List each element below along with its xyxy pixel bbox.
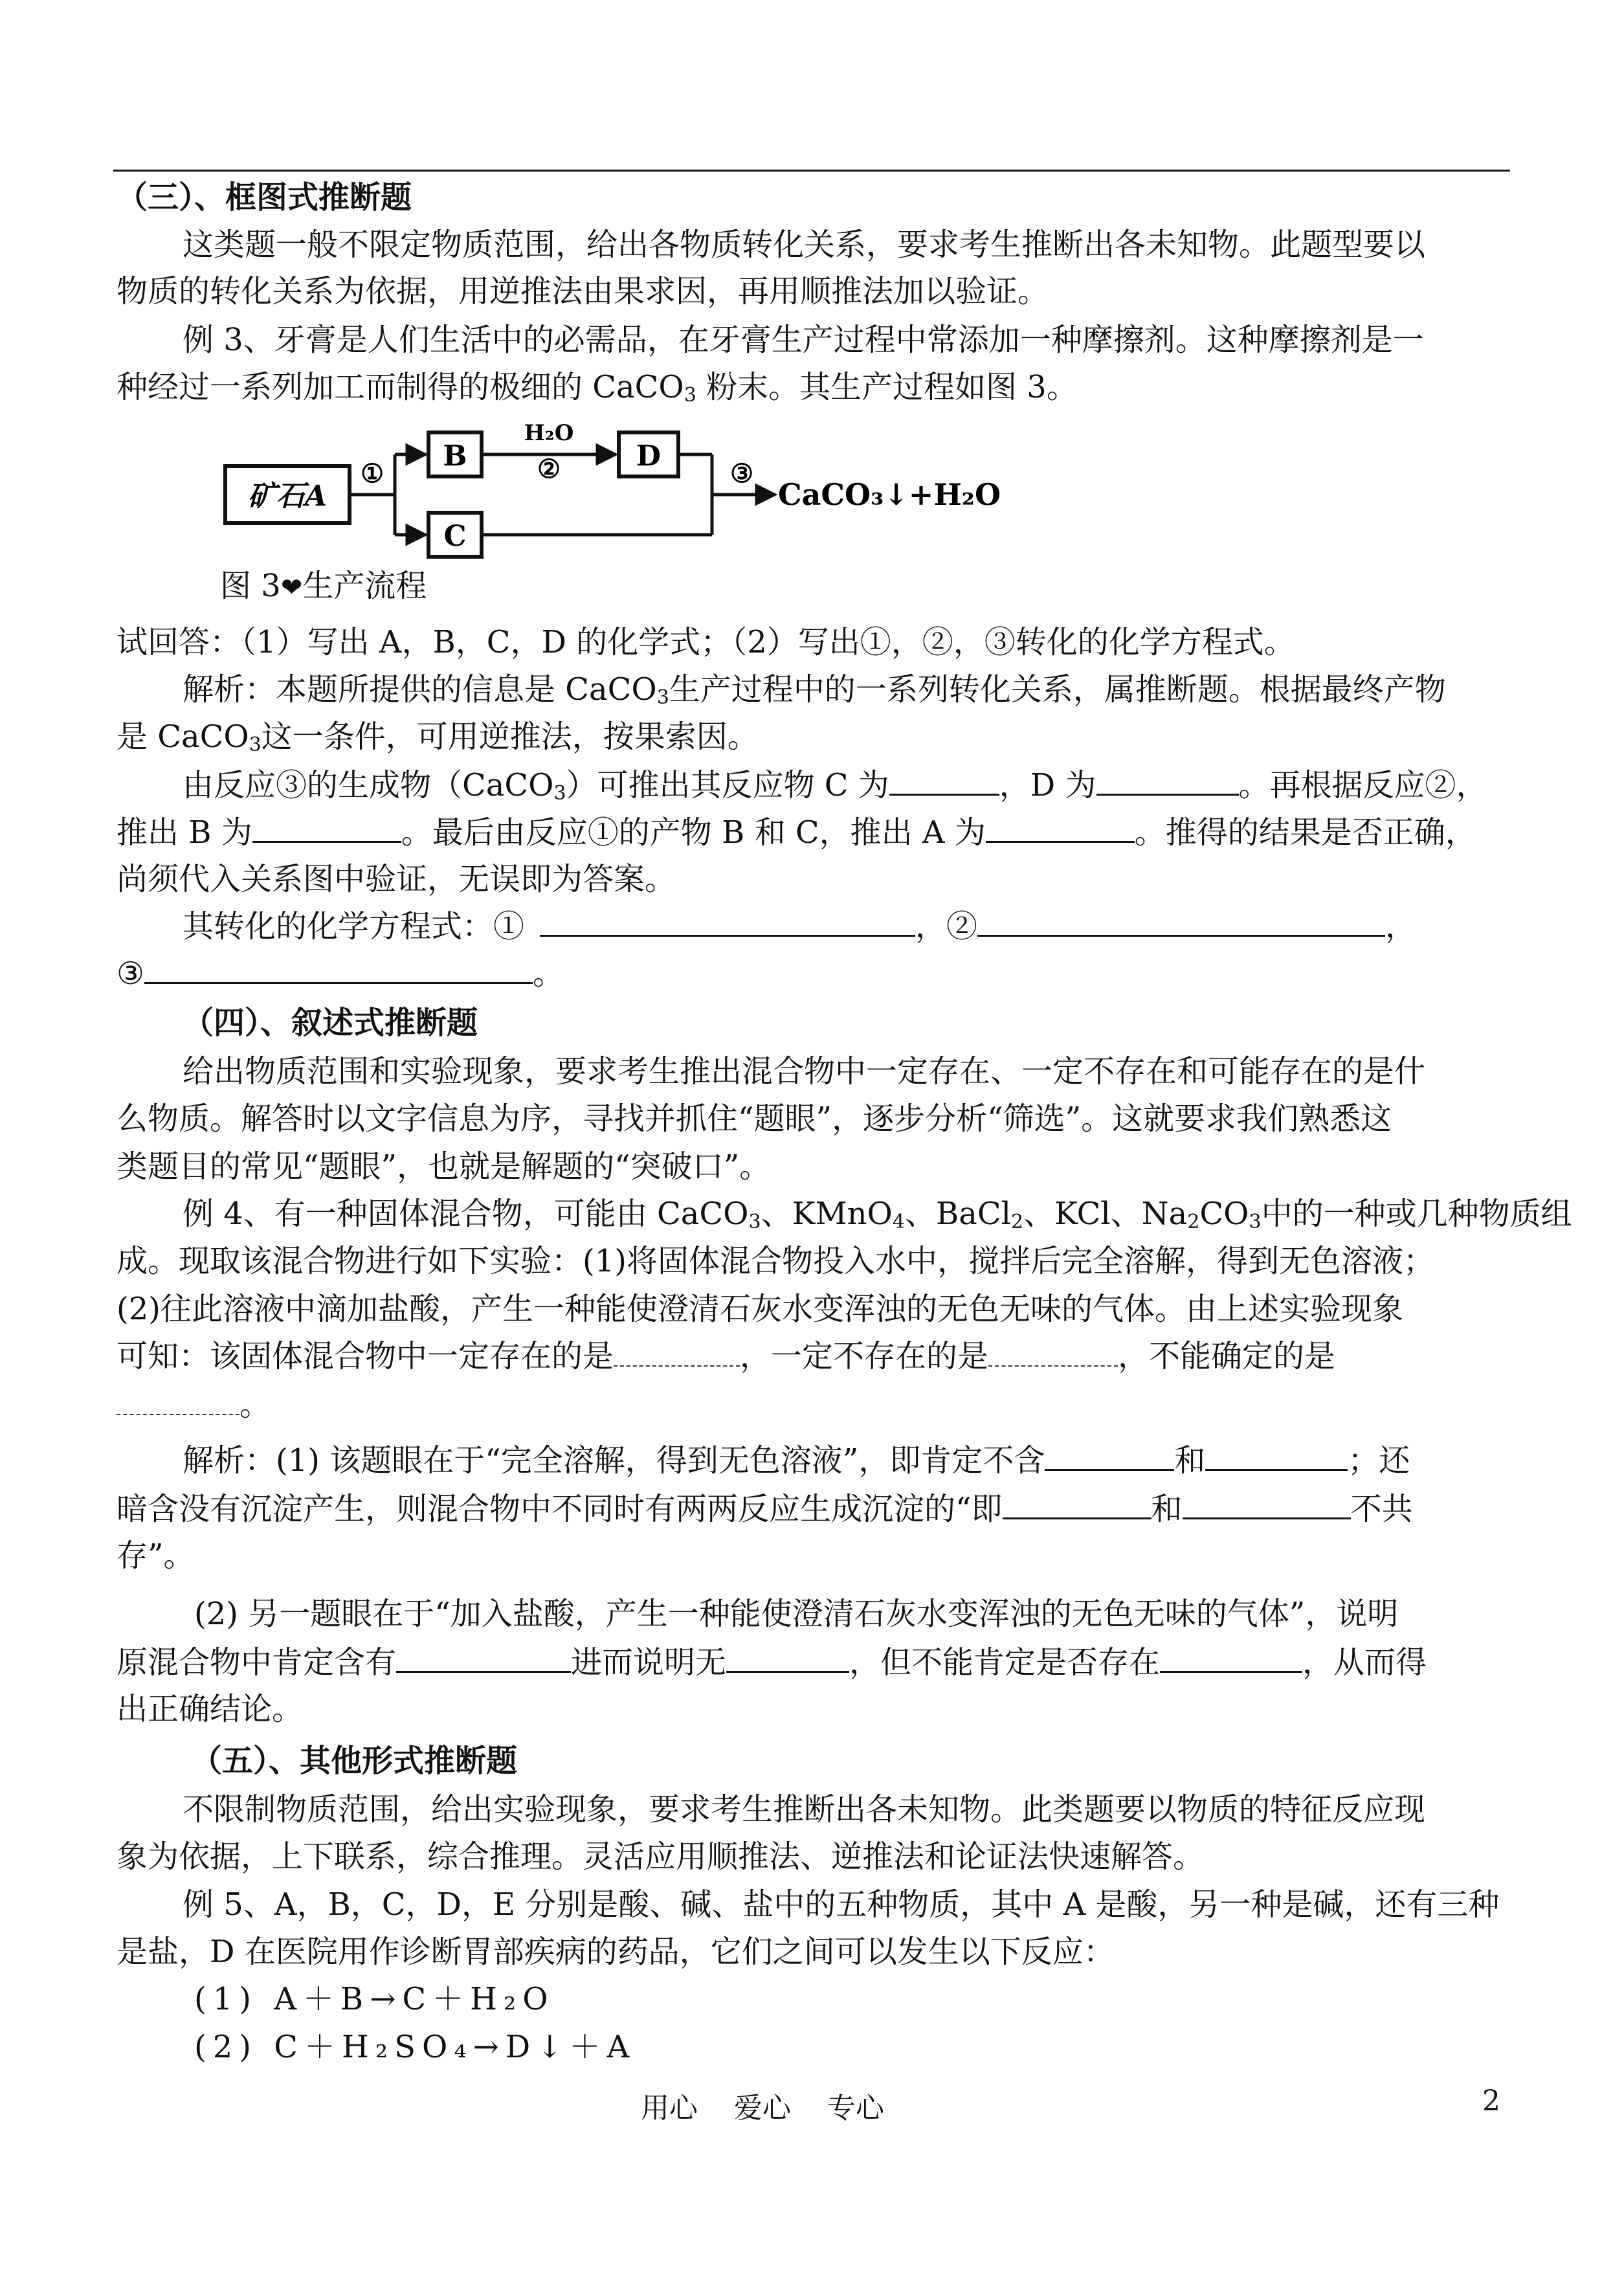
example-5-line-2: 是盐，D 在医院用作诊断胃部疾病的药品，它们之间可以发生以下反应： <box>117 1934 1115 1970</box>
example-4-line-1: 例 4、有一种固体混合物，可能由 CaCO$_3$、KMnO$_4$、BaCl$_2$、KCl、$Na_2CO_3$中的一种或几种物质组 <box>183 1196 1572 1233</box>
answer-blank-uncertain[interactable] <box>117 1385 239 1415</box>
analysis-4-line-5: 原混合物中肯定含有 进而说明无 ，但不能肯定是否存在 ，从而得 <box>117 1642 1515 1682</box>
d-box <box>619 432 678 476</box>
example-4-line-2: 成。现取该混合物进行如下实验：(1)将固体混合物投入水中，搅拌后完全溶解，得到无色溶液； <box>117 1243 1434 1279</box>
analysis-line-4: 推出 B 为 。最后由反应①的产物 B 和 C，推出 A 为 。推得的结果是否正确， <box>117 812 1515 852</box>
answer-blank-absent[interactable] <box>988 1337 1118 1367</box>
example-3-line-1: 例 3、牙膏是人们生活中的必需品，在牙膏生产过程中常添加一种摩擦剂。这种摩擦剂是一 <box>183 322 1424 358</box>
section-5-title: （五）、其他形式推断题 <box>191 1743 518 1779</box>
heart-icon: ❤ <box>280 573 303 603</box>
example-3-line-2: 种经过一系列加工而制得的极细的 CaCO$_3$ 粉末。其生产过程如图 3。 <box>117 369 1078 407</box>
step-2-label: ② <box>537 454 561 484</box>
question-line: 试回答：（1）写出 A，B，C，D 的化学式；（2）写出①，②，③转化的化学方程式。 <box>117 624 1295 660</box>
ore-a-box <box>225 466 350 523</box>
answer-blank-b[interactable] <box>252 812 401 843</box>
water-label: H₂O <box>524 420 574 446</box>
answer-blank-not-coexist-1[interactable] <box>1003 1489 1151 1519</box>
analysis-4-line-3: 存”。 <box>117 1538 195 1574</box>
c-box <box>428 513 482 557</box>
step-1-label: ① <box>361 458 384 489</box>
reaction-1: (1) A＋B→C＋H₂O <box>194 1981 555 2017</box>
svg-text:D: D <box>636 440 662 473</box>
example-4-line-5: 。 <box>117 1385 1515 1424</box>
production-flow-diagram <box>220 414 1049 566</box>
analysis-4-line-1: 解析：(1) 该题眼在于“完全溶解，得到无色溶液”，即肯定不含 和 ；还 <box>183 1440 1581 1480</box>
answer-blank-contains[interactable] <box>396 1642 571 1673</box>
section-3-paragraph-line-2: 物质的转化关系为依据，用逆推法由果求因，再用顺推法加以验证。 <box>117 273 1049 309</box>
answer-blank-without[interactable] <box>726 1642 849 1673</box>
svg-text:矿石A: 矿石A <box>247 480 328 513</box>
section-4-paragraph-line-1: 给出物质范围和实验现象，要求考生推出混合物中一定存在、一定不存在和可能存在的是什 <box>183 1053 1426 1090</box>
answer-blank-exists[interactable] <box>1160 1642 1302 1673</box>
answer-blank-not-contain-1[interactable] <box>1045 1440 1174 1471</box>
analysis-4-line-2: 暗含没有沉淀产生，则混合物中不同时有两两反应生成沉淀的“即 和 不共 <box>117 1489 1515 1528</box>
analysis-line-5: 尚须代入关系图中验证，无误即为答案。 <box>117 861 676 897</box>
product-label: CaCO₃↓+H₂O <box>778 477 1001 512</box>
section-4-paragraph-line-2: 么物质。解答时以文字信息为序，寻找并抓住“题眼”，逐步分析“筛选”。这就要求我们熟悉这 <box>117 1101 1392 1137</box>
example-5-line-1: 例 5、A，B，C，D，E 分别是酸、碱、盐中的五种物质，其中 A 是酸，另一种是碱，还有三种 <box>183 1886 1500 1923</box>
reaction-2: (2) C＋H₂SO₄→D↓＋A <box>194 2029 636 2065</box>
svg-text:C: C <box>443 520 467 553</box>
analysis-line-2: 是 CaCO$_3$这一条件，可用逆推法，按果索因。 <box>117 719 759 756</box>
section-5-paragraph-line-2: 象为依据，上下联系，综合推理。灵活应用顺推法、逆推法和论证法快速解答。 <box>117 1839 1205 1875</box>
section-4-title: （四）、叙述式推断题 <box>183 1005 478 1041</box>
figure-3-caption: 图 3❤生产流程 <box>220 568 427 604</box>
equation-blank-2[interactable] <box>977 906 1385 937</box>
answer-blank-not-coexist-2[interactable] <box>1183 1489 1351 1519</box>
footer-motto: 用心 爱心 专心 <box>641 2092 884 2125</box>
analysis-line-3: 由反应③的生成物（CaCO$_3$）可推出其反应物 C 为 ，D 为 。再根据反应②， <box>183 765 1581 805</box>
equation-blank-1[interactable] <box>540 906 915 937</box>
answer-blank-present[interactable] <box>614 1337 740 1367</box>
answer-blank-d[interactable] <box>1096 765 1239 796</box>
analysis-4-line-6: 出正确结论。 <box>117 1691 304 1727</box>
step-3-label: ③ <box>730 458 753 489</box>
section-3-title: （三）、框图式推断题 <box>117 179 412 216</box>
header-rule <box>113 170 1510 172</box>
example-4-line-4: 可知：该固体混合物中一定存在的是 ，一定不存在的是 ，不能确定的是 <box>117 1338 1336 1374</box>
section-4-paragraph-line-3: 类题目的常见“题眼”，也就是解题的“突破口”。 <box>117 1148 771 1185</box>
answer-blank-a[interactable] <box>986 812 1135 843</box>
example-4-line-3: (2)往此溶液中滴加盐酸，产生一种能使澄清石灰水变浑浊的无色无味的气体。由上述实验现象 <box>117 1291 1403 1327</box>
answer-blank-not-contain-2[interactable] <box>1205 1440 1348 1471</box>
analysis-line-1: 解析：本题所提供的信息是 CaCO$_3$生产过程中的一系列转化关系，属推断题。根据最终产物 <box>183 671 1446 709</box>
section-5-paragraph-line-1: 不限制物质范围，给出实验现象，要求考生推断出各未知物。此类题要以物质的特征反应现 <box>183 1791 1426 1828</box>
analysis-4-line-4: (2) 另一题眼在于“加入盐酸，产生一种能使澄清石灰水变浑浊的无色无味的气体”，说明 <box>194 1596 1399 1632</box>
svg-text:B: B <box>443 440 467 473</box>
section-3-paragraph-line-1: 这类题一般不限定物质范围，给出各物质转化关系，要求考生推断出各未知物。此题型要以 <box>183 227 1426 263</box>
b-box <box>428 432 482 476</box>
equations-line-1: 其转化的化学方程式：① ，② ， <box>183 906 1581 946</box>
page-number: 2 <box>1482 2085 1500 2118</box>
answer-blank-c[interactable] <box>889 765 999 796</box>
equations-line-2: ③ 。 <box>117 954 1515 993</box>
equation-blank-3[interactable] <box>144 954 533 984</box>
